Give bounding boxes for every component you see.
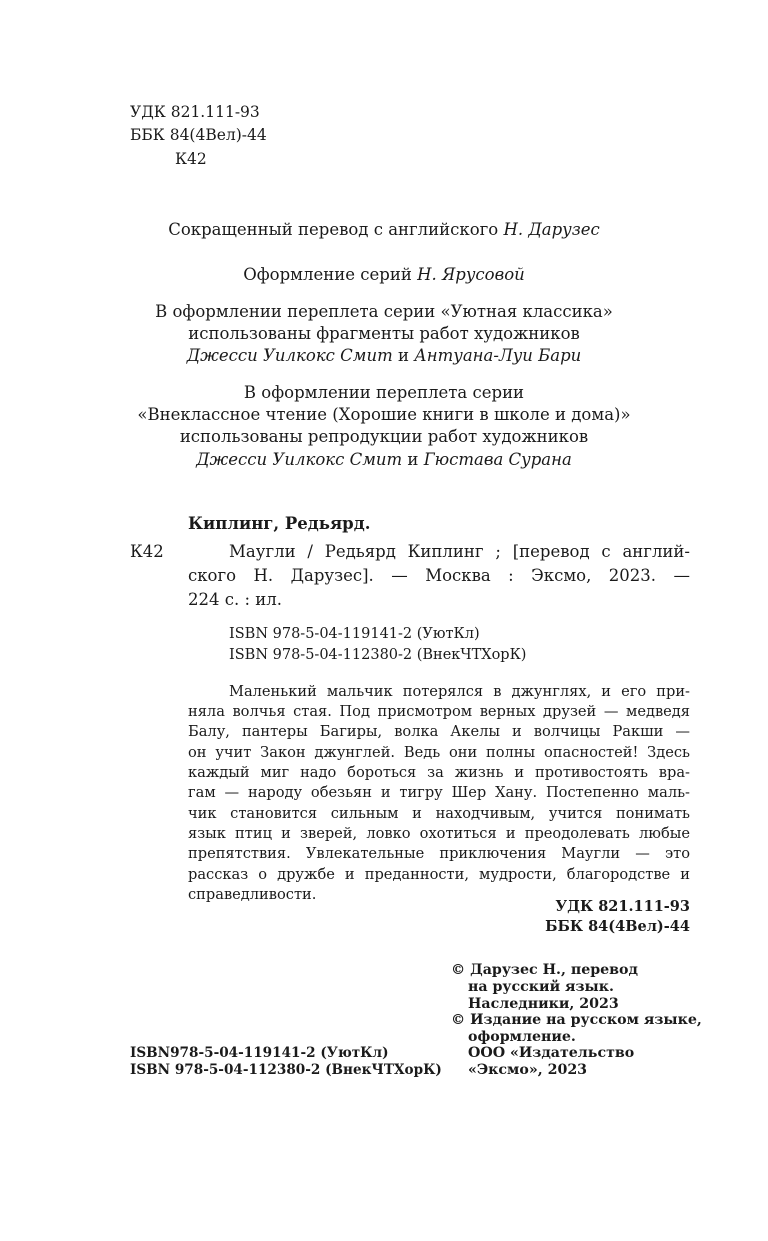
conjunction: и — [402, 450, 424, 469]
annotation-line: няла волчья стая. Под присмотром верных друзей — медведя — [188, 703, 690, 720]
annotation-last-line: справедливости. — [188, 886, 317, 903]
designer-name: Н. Ярусовой — [417, 265, 525, 284]
series-design-credit — [0, 265, 768, 284]
description-line: Маугли / Редьярд Киплинг ; [перевод с англий- — [229, 542, 690, 561]
copyright-edition-line1: © Издание на русском языке, — [451, 1012, 702, 1028]
isbn-footer-line: ISBN 978-5-04-112380-2 (ВнекЧТХорК) — [130, 1062, 442, 1078]
annotation-line: гам — народу обезьян и тигру Шер Хану. Постепенно маль- — [188, 784, 690, 801]
annotation-line: он учит Закон джунглей. Ведь они полны опасностей! Здесь — [188, 744, 690, 761]
copyright-translation-line3: Наследники, 2023 — [468, 996, 619, 1012]
artist-name: Джесси Уилкокс Смит — [196, 450, 403, 469]
translator-name: Н. Дарузес — [503, 220, 600, 239]
artist-name: Антуана-Луи Бари — [414, 346, 582, 365]
cover-credit-2-line1: В оформлении переплета серии — [243, 383, 525, 402]
artist-name: Джесси Уилкокс Смит — [186, 346, 393, 365]
bbk-code-bottom: ББК 84(4Вел)-44 — [545, 918, 690, 935]
translation-prefix: Сокращенный перевод с английского — [168, 220, 504, 239]
cover-credit-2-line3: использованы репродукции работ художников — [179, 427, 589, 446]
description-line: ского Н. Дарузес]. — Москва : Эксмо, 2023. — — [188, 566, 690, 585]
annotation-line: каждый миг надо бороться за жизнь и противостоять вра- — [188, 764, 690, 781]
annotation-line: Балу, пантеры Багиры, волка Акелы и волчицы Ракши — — [188, 723, 690, 740]
artist-name: Гюстава Сурана — [423, 450, 572, 469]
annotation-line: чик становится сильным и находчивым, учится понимать — [188, 805, 690, 822]
cover-credit-2-line2: «Внеклассное чтение (Хорошие книги в школе и дома)» — [137, 405, 631, 424]
cover-credit-1-artists — [0, 346, 768, 365]
copyright-edition-line3: ООО «Издательство — [468, 1045, 635, 1061]
translation-credit — [0, 220, 768, 239]
annotation-line: Маленький мальчик потерялся в джунглях, и его при- — [229, 683, 690, 700]
annotation-line: рассказ о дружбе и преданности, мудрости, благородстве и — [188, 866, 690, 883]
cover-credit-1-line2: использованы фрагменты работ художников — [188, 324, 580, 343]
cover-credit-1-line1: В оформлении переплета серии «Уютная классика» — [155, 302, 613, 321]
description-line: 224 с. : ил. — [188, 590, 282, 609]
cover-credit-2-artists — [0, 450, 768, 469]
conjunction: и — [392, 346, 415, 365]
udk-code: УДК 821.111-93 — [130, 103, 260, 121]
copyright-edition-line4: «Эксмо», 2023 — [468, 1062, 588, 1078]
bbk-code: ББК 84(4Вел)-44 — [130, 126, 267, 144]
copyright-translation-line1: © Дарузес Н., перевод — [451, 962, 638, 978]
copyright-translation-line2: на русский язык. — [468, 979, 614, 995]
udk-code-bottom: УДК 821.111-93 — [555, 898, 690, 915]
author-mark: К42 — [175, 150, 207, 168]
isbn-line: ISBN 978-5-04-119141-2 (УютКл) — [229, 626, 480, 642]
bibliographic-heading: Киплинг, Редьярд. — [188, 514, 371, 533]
copyright-edition-line2: оформление. — [468, 1029, 576, 1045]
isbn-footer-line: ISBN978-5-04-119141-2 (УютКл) — [130, 1045, 389, 1061]
annotation-line: язык птиц и зверей, ловко охотиться и преодолевать любые — [188, 825, 690, 842]
annotation-line: препятствия. Увлекательные приключения Маугли — это — [188, 845, 690, 862]
bibliographic-mark: К42 — [130, 542, 164, 561]
series-design-prefix: Оформление серий — [243, 265, 418, 284]
isbn-line: ISBN 978-5-04-112380-2 (ВнекЧТХорК) — [229, 647, 527, 663]
